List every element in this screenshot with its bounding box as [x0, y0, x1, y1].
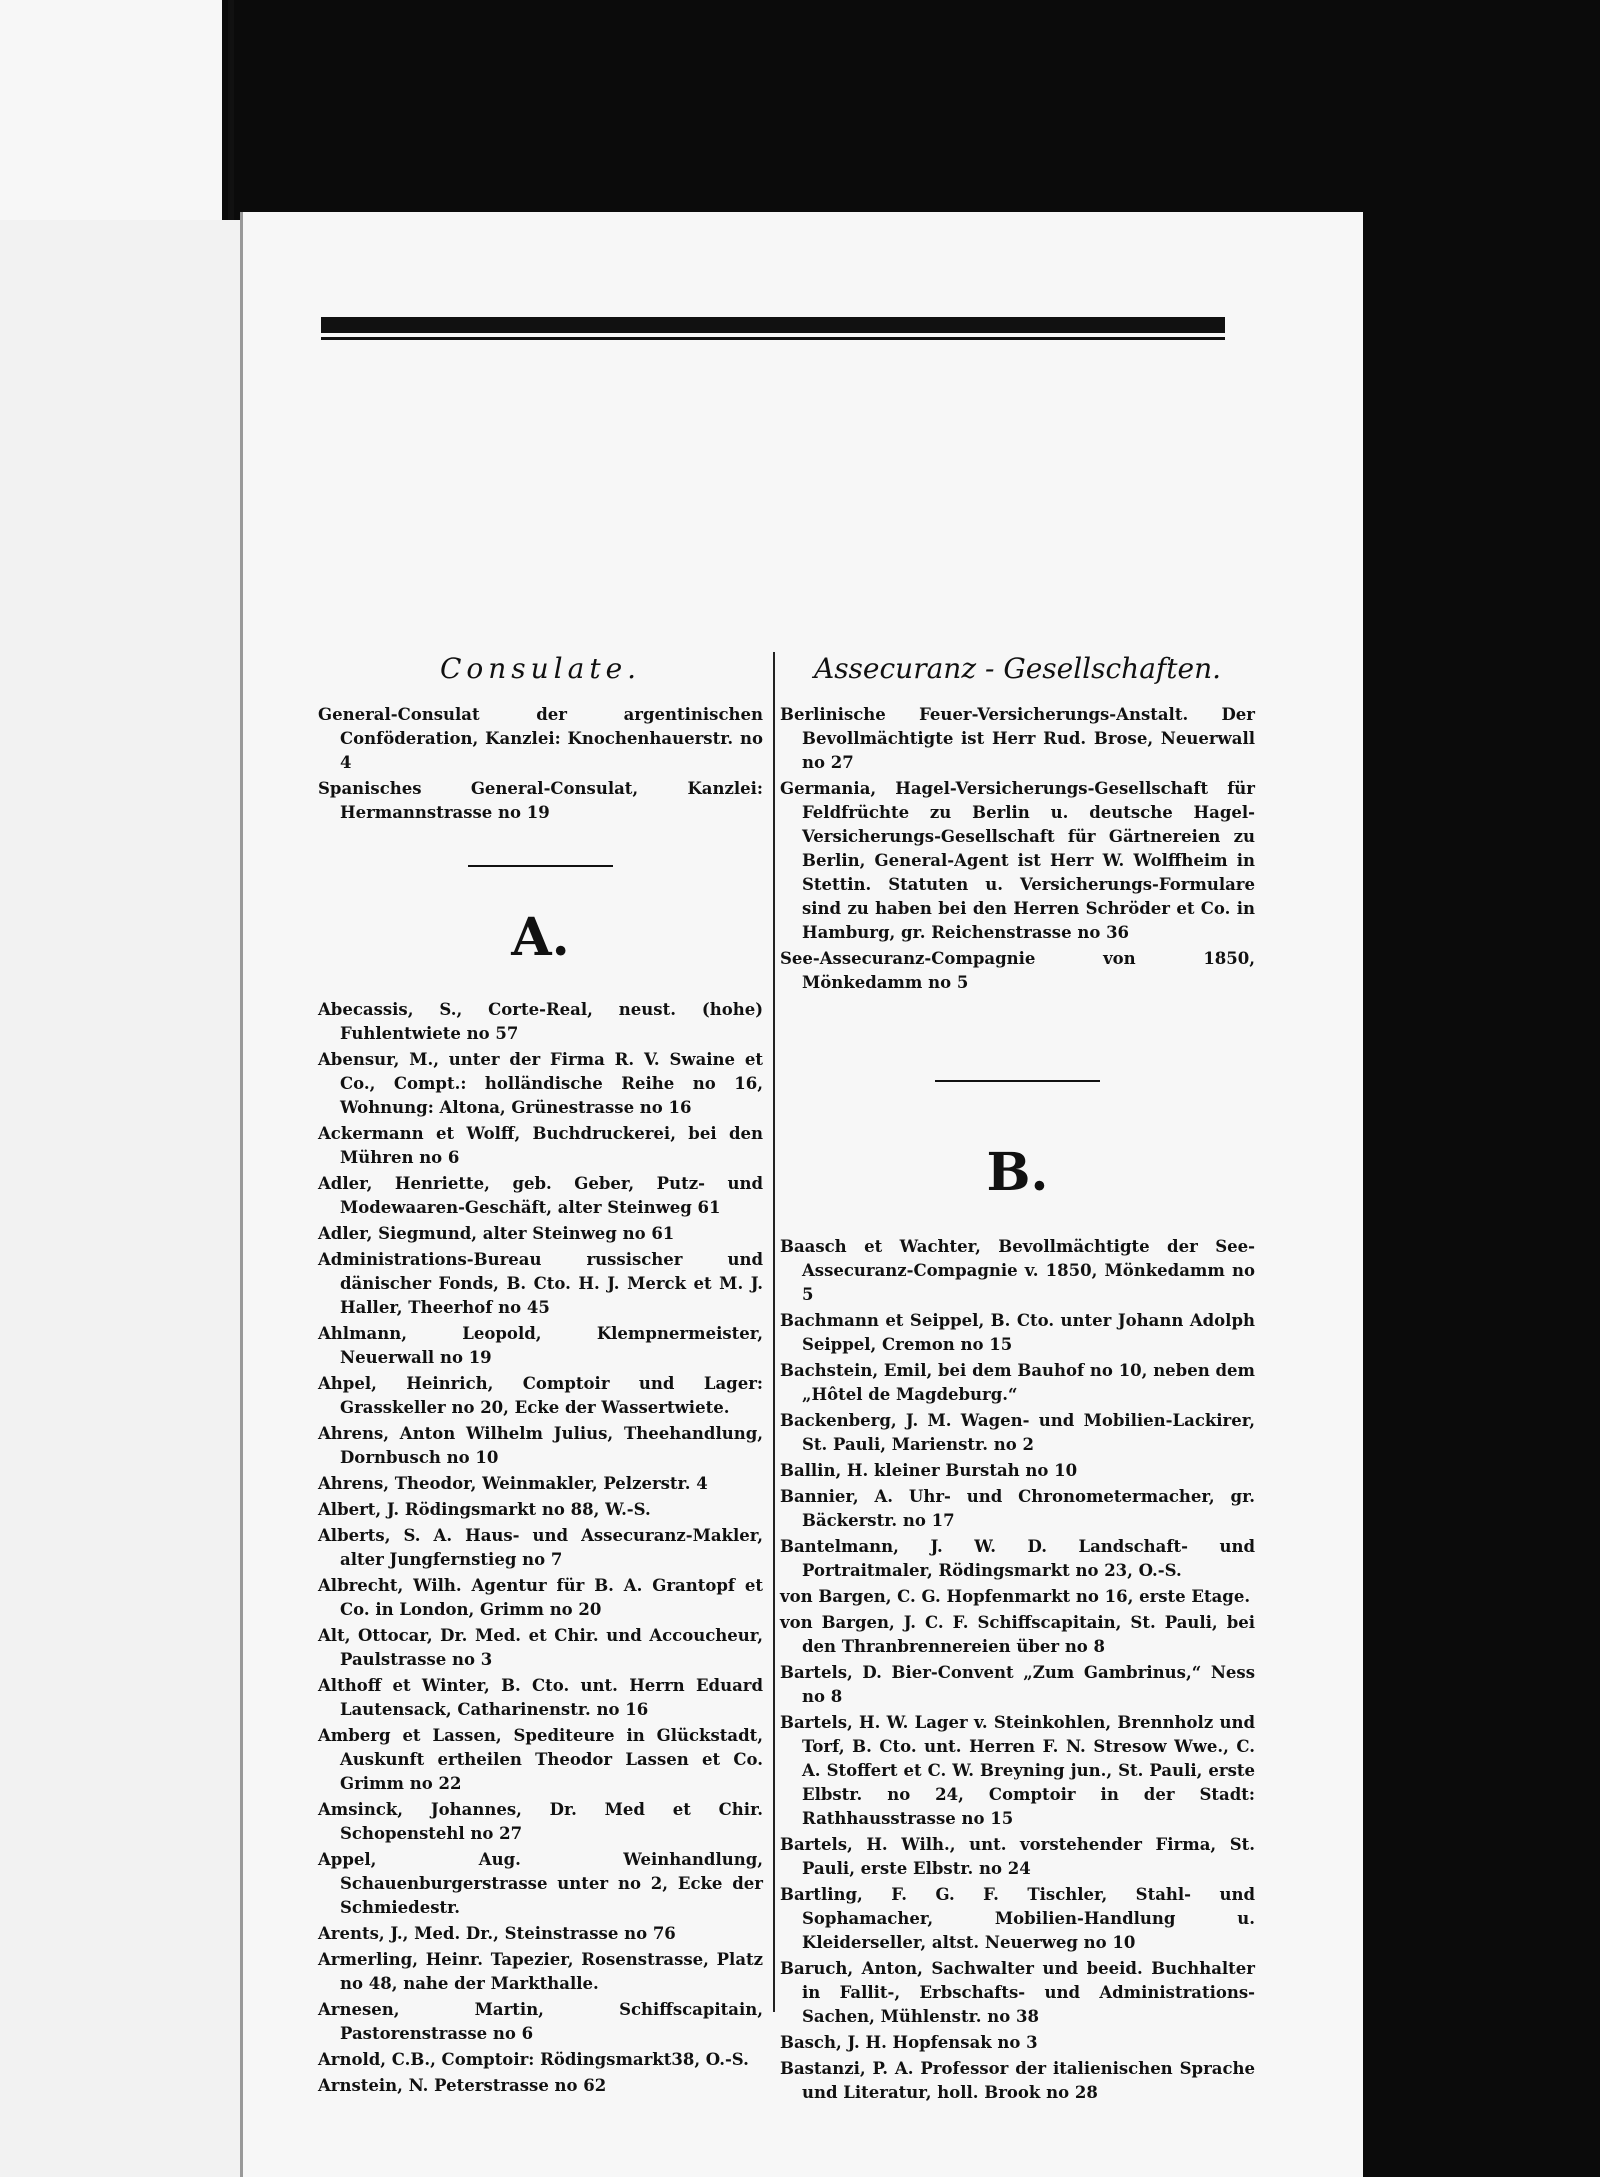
- directory-entry: Bantelmann, J. W. D. Landschaft- und Portraitmaler, Rödingsmarkt no 23, O.-S.: [780, 1537, 1255, 1580]
- gutter-line: [228, 0, 234, 220]
- directory-entry: Alt, Ottocar, Dr. Med. et Chir. und Accoucheur, Paulstrasse no 3: [318, 1626, 763, 1669]
- column-divider: [773, 652, 775, 2012]
- directory-entry: Ballin, H. kleiner Burstah no 10: [780, 1461, 1078, 1480]
- directory-entry: Appel, Aug. Weinhandlung, Schauenburgerstrasse unter no 2, Ecke der Schmiedestr.: [318, 1850, 763, 1917]
- assecuranz-entry: Berlinische Feuer-Versicherungs-Anstalt. Der Bevollmächtigte ist Herr Rud. Brose, Neuerwall no 27: [780, 705, 1255, 772]
- consulate-entry: General-Consulat der argentinischen Conföderation, Kanzlei: Knochenhauerstr. no 4: [318, 705, 763, 772]
- directory-entry: Bartels, H. W. Lager v. Steinkohlen, Brennholz und Torf, B. Cto. unt. Herren F. N. Stresow Wwe., C. A. Stoffert et C. W. Breyning jun., St. Pauli, erste Elbstr. no 24, Comptoir in der Stadt: Rathhausstrasse no 15: [780, 1713, 1255, 1828]
- section-b-list: [780, 1235, 1255, 2105]
- directory-entry: Basch, J. H. Hopfensak no 3: [780, 2033, 1038, 2052]
- left-column: [318, 652, 763, 2100]
- assecuranz-entry: Germania, Hagel-Versicherungs-Gesellschaft für Feldfrüchte zu Berlin u. deutsche Hagel-Versicherungs-Gesellschaft für Gärtnereien zu Berlin, General-Agent ist Herr W. Wolffheim in Stettin. Statuten u. Versicherungs-Formulare sind zu haben bei den Herren Schröder et Co. in Hamburg, gr. Reichenstrasse no 36: [780, 779, 1255, 942]
- neighbour-page-top: [0, 0, 222, 220]
- directory-entry: Ahrens, Anton Wilhelm Julius, Theehandlung, Dornbusch no 10: [318, 1424, 763, 1467]
- directory-entry: Albert, J. Rödingsmarkt no 88, W.-S.: [318, 1500, 651, 1519]
- assecuranz-heading: Assecuranz - Gesellschaften.: [813, 652, 1222, 685]
- directory-entry: von Bargen, C. G. Hopfenmarkt no 16, erste Etage.: [780, 1587, 1251, 1606]
- directory-entry: Abecassis, S., Corte-Real, neust. (hohe) Fuhlentwiete no 57: [318, 1000, 763, 1043]
- top-rule-thin: [321, 337, 1225, 340]
- directory-entry: Arnesen, Martin, Schiffscapitain, Pastorenstrasse no 6: [318, 2000, 763, 2043]
- assecuranz-list: [780, 703, 1255, 995]
- directory-entry: Bartels, H. Wilh., unt. vorstehender Firma, St. Pauli, erste Elbstr. no 24: [780, 1835, 1255, 1878]
- directory-entry: Bachstein, Emil, bei dem Bauhof no 10, neben dem „Hôtel de Magdeburg.“: [780, 1361, 1255, 1404]
- assecuranz-entry: See-Assecuranz-Compagnie von 1850, Mönkedamm no 5: [780, 949, 1255, 992]
- directory-entry: Ackermann et Wolff, Buchdruckerei, bei den Mühren no 6: [318, 1124, 763, 1167]
- directory-entry: von Bargen, J. C. F. Schiffscapitain, St. Pauli, bei den Thranbrennereien über no 8: [780, 1613, 1255, 1656]
- section-a-list: [318, 998, 763, 2098]
- directory-entry: Administrations-Bureau russischer und dänischer Fonds, B. Cto. H. J. Merck et M. J. Haller, Theerhof no 45: [318, 1250, 763, 1317]
- directory-entry: Bartels, D. Bier-Convent „Zum Gambrinus,“ Ness no 8: [780, 1663, 1255, 1706]
- directory-entry: Alberts, S. A. Haus- und Assecuranz-Makler, alter Jungfernstieg no 7: [318, 1526, 763, 1569]
- directory-entry: Ahlmann, Leopold, Klempnermeister, Neuerwall no 19: [318, 1324, 763, 1367]
- right-column: [780, 652, 1255, 2107]
- consulate-heading: Consulate.: [439, 652, 642, 685]
- directory-page: [240, 212, 1363, 2177]
- section-divider: [935, 1080, 1100, 1082]
- directory-entry: Bartling, F. G. F. Tischler, Stahl- und Sophamacher, Mobilien-Handlung u. Kleiderseller, altst. Neuerweg no 10: [780, 1885, 1255, 1952]
- directory-entry: Amsinck, Johannes, Dr. Med et Chir. Schopenstehl no 27: [318, 1800, 763, 1843]
- directory-entry: Arnold, C.B., Comptoir: Rödingsmarkt38, O.-S.: [318, 2050, 749, 2069]
- letter-heading-a: A.: [511, 907, 570, 968]
- directory-entry: Baruch, Anton, Sachwalter und beeid. Buchhalter in Fallit-, Erbschafts- und Administrations-Sachen, Mühlenstr. no 38: [780, 1959, 1255, 2026]
- directory-entry: Amberg et Lassen, Spediteure in Glückstadt, Auskunft ertheilen Theodor Lassen et Co. Grimm no 22: [318, 1726, 763, 1793]
- directory-entry: Adler, Henriette, geb. Geber, Putz- und Modewaaren-Geschäft, alter Steinweg 61: [318, 1174, 763, 1217]
- letter-heading-b: B.: [986, 1142, 1049, 1203]
- directory-entry: Backenberg, J. M. Wagen- und Mobilien-Lackirer, St. Pauli, Marienstr. no 2: [780, 1411, 1255, 1454]
- neighbour-page: [0, 220, 255, 2177]
- directory-entry: Bastanzi, P. A. Professor der italienischen Sprache und Literatur, holl. Brook no 28: [780, 2059, 1255, 2102]
- directory-entry: Bannier, A. Uhr- und Chronometermacher, gr. Bäckerstr. no 17: [780, 1487, 1255, 1530]
- directory-entry: Althoff et Winter, B. Cto. unt. Herrn Eduard Lautensack, Catharinenstr. no 16: [318, 1676, 763, 1719]
- directory-entry: Armerling, Heinr. Tapezier, Rosenstrasse, Platz no 48, nahe der Markthalle.: [318, 1950, 763, 1993]
- top-rule: [321, 317, 1225, 333]
- directory-entry: Arents, J., Med. Dr., Steinstrasse no 76: [318, 1924, 676, 1943]
- directory-entry: Albrecht, Wilh. Agentur für B. A. Grantopf et Co. in London, Grimm no 20: [318, 1576, 763, 1619]
- directory-entry: Bachmann et Seippel, B. Cto. unter Johann Adolph Seippel, Cremon no 15: [780, 1311, 1255, 1354]
- consulate-entry: Spanisches General-Consulat, Kanzlei: Hermannstrasse no 19: [318, 779, 763, 822]
- directory-entry: Ahrens, Theodor, Weinmakler, Pelzerstr. 4: [318, 1474, 708, 1493]
- directory-entry: Ahpel, Heinrich, Comptoir und Lager: Grasskeller no 20, Ecke der Wassertwiete.: [318, 1374, 763, 1417]
- section-divider: [468, 865, 613, 867]
- directory-entry: Baasch et Wachter, Bevollmächtigte der See-Assecuranz-Compagnie v. 1850, Mönkedamm no 5: [780, 1237, 1255, 1304]
- directory-entry: Arnstein, N. Peterstrasse no 62: [318, 2076, 607, 2095]
- consulate-list: [318, 703, 763, 825]
- directory-entry: Adler, Siegmund, alter Steinweg no 61: [318, 1224, 675, 1243]
- directory-entry: Abensur, M., unter der Firma R. V. Swaine et Co., Compt.: holländische Reihe no 16, Wohnung: Altona, Grünestrasse no 16: [318, 1050, 763, 1117]
